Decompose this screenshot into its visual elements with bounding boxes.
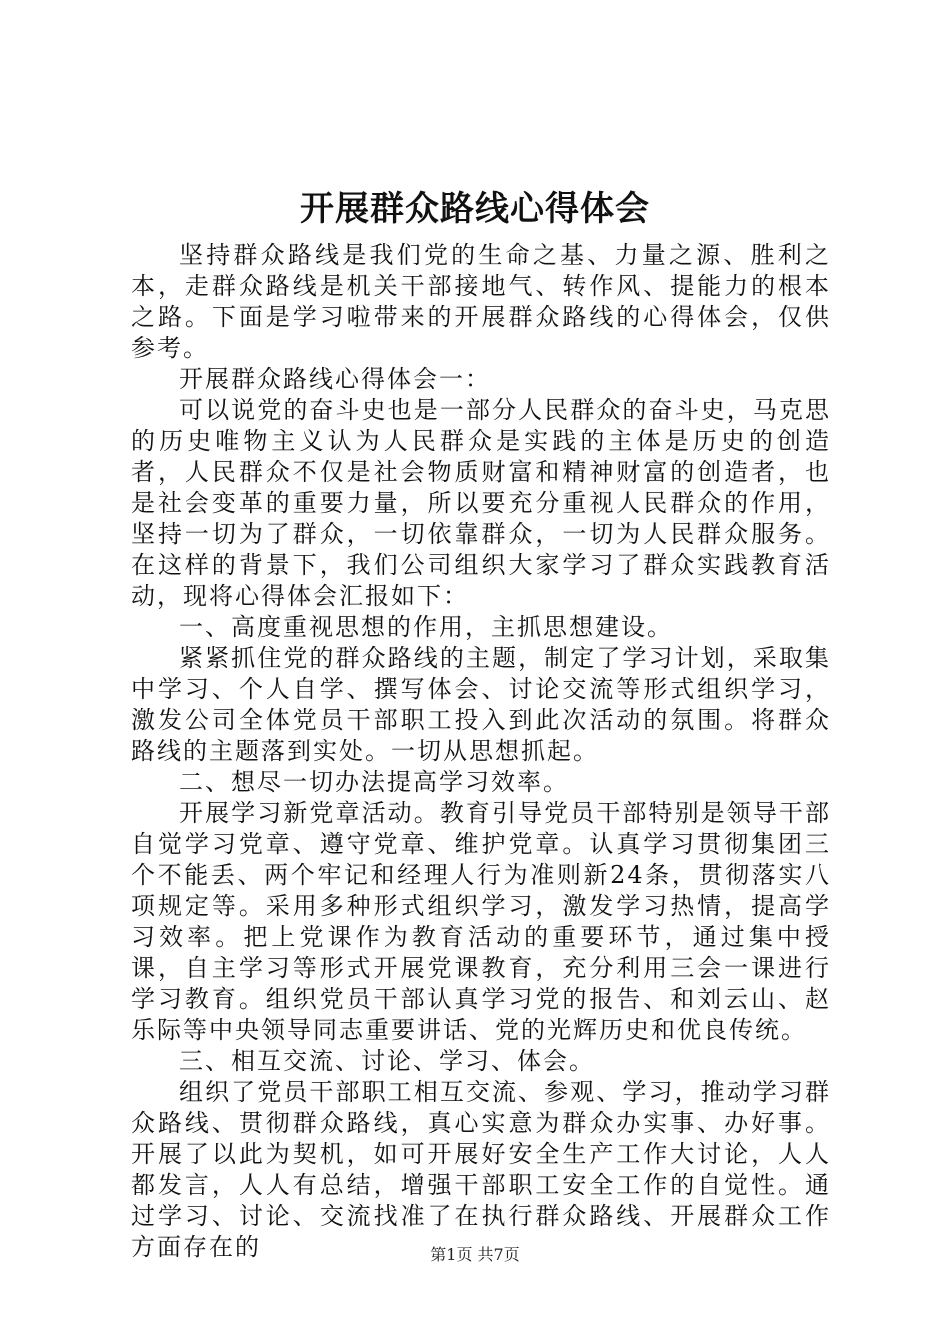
page-footer: 第1页 共7页 bbox=[430, 1245, 520, 1264]
paragraph-section-1: 紧紧抓住党的群众路线的主题，制定了学习计划，采取集中学习、个人自学、撰写体会、讨论交流等形式组织学习，激发公司全体党员干部职工投入到此次活动的氛围。将群众路线的主题落到实处。一切从思想抓起。 bbox=[131, 644, 831, 765]
paragraph-history: 可以说党的奋斗史也是一部分人民群众的奋斗史，马克思的历史唯物主义认为人民群众是实践的主体是历史的创造者，人民群众不仅是社会物质财富和精神财富的创造者，也是社会变革的重要力量，所以要充分重视人民群众的作用，坚持一切为了群众，一切依靠群众，一切为人民群众服务。在这样的背景下，我们公司组织大家学习了群众实践教育活动，现将心得体会汇报如下： bbox=[131, 396, 831, 610]
paragraph-intro: 坚持群众路线是我们党的生命之基、力量之源、胜利之本，走群众路线是机关干部接地气、转作风、提能力的根本之路。下面是学习啦带来的开展群众路线的心得体会，仅供参考。 bbox=[131, 241, 831, 362]
document-title: 开展群众路线心得体会 bbox=[300, 189, 650, 229]
section-heading-2: 二、想尽一切办法提高学习效率。 bbox=[179, 768, 569, 796]
section-heading-1: 一、高度重视思想的作用，主抓思想建设。 bbox=[179, 613, 673, 641]
document-body bbox=[131, 240, 831, 1263]
paragraph-section-3: 组织了党员干部职工相互交流、参观、学习，推动学习群众路线、贯彻群众路线，真心实意为群众办实事、办好事。开展了以此为契机，如可开展好安全生产工作大讨论，人人都发言，人人有总结，增强干部职工安全工作的自觉性。通过学习、讨论、交流找准了在执行群众路线、开展群众工作方面存在的 bbox=[131, 1078, 831, 1261]
section-heading-3: 三、相互交流、讨论、学习、体会。 bbox=[179, 1047, 595, 1075]
paragraph-section-2: 开展学习新党章活动。教育引导党员干部特别是领导干部自觉学习党章、遵守党章、维护党章。认真学习贯彻集团三个不能丢、两个牢记和经理人行为准则新24条，贯彻落实八项规定等。采用多种形式组织学习，激发学习热情，提高学习效率。把上党课作为教育活动的重要环节，通过集中授课，自主学习等形式开展党课教育，充分利用三会一课进行学习教育。组织党员干部认真学习党的报告、和刘云山、赵乐际等中央领导同志重要讲话、党的光辉历史和优良传统。 bbox=[131, 799, 831, 1044]
paragraph-heading-one: 开展群众路线心得体会一： bbox=[179, 365, 491, 393]
